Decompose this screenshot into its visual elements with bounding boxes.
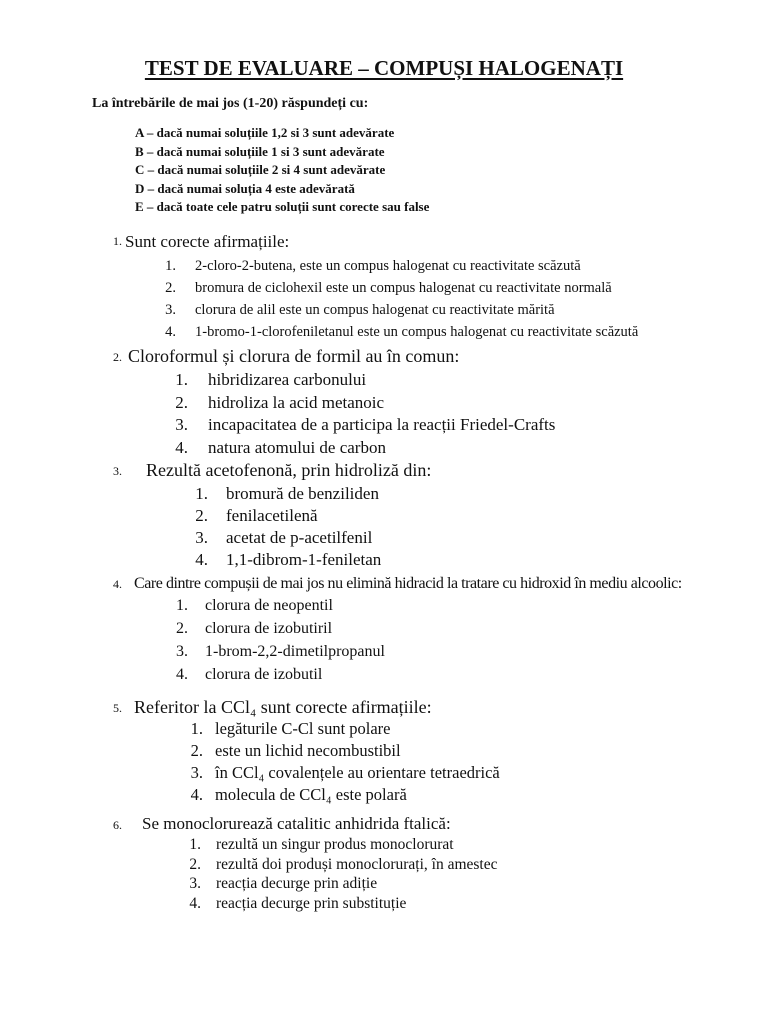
list-item: 1. legăturile C-Cl sunt polare: [190, 719, 391, 738]
question-items: [0, 719, 768, 807]
question-number: 2.: [113, 350, 122, 364]
question-number: 5.: [113, 701, 122, 715]
list-item: 2. este un lichid necombustibil: [190, 741, 401, 760]
list-item: 4. 1,1-dibrom-1-feniletan: [195, 550, 382, 569]
question-items: [0, 597, 768, 689]
list-item: 4. molecula de CCl₄ este polară: [190, 785, 407, 804]
instructions: La întrebările de mai jos (1-20) răspundeți cu:: [92, 96, 369, 111]
list-item: 2. fenilacetilenă: [195, 506, 318, 525]
list-item: 4. 1-bromo-1-clorofeniletanul este un compus halogenat cu reactivitate scăzută: [165, 324, 639, 340]
list-item: 3. în CCl₄ covalențele au orientare tetraedrică: [190, 763, 500, 782]
option-c: C – dacă numai soluțiile 2 si 4 sunt adevărate: [135, 162, 386, 177]
question-text: Sunt corecte afirmațiile:: [125, 232, 290, 251]
question-items: [0, 370, 768, 460]
answer-options: [135, 124, 429, 217]
question-text: Referitor la CCl₄ sunt corecte afirmațiile:: [134, 697, 432, 717]
question-6: [0, 814, 768, 914]
list-item: 1. rezultă un singur produs monoclorurat: [189, 836, 454, 853]
question-2: [0, 346, 768, 460]
option-e: E – dacă toate cele patru soluții sunt corecte sau false: [135, 199, 430, 214]
question-text: Cloroformul și clorura de formil au în comun:: [128, 346, 460, 366]
list-item: 4. reacția decurge prin substituție: [189, 894, 407, 912]
question-4: [0, 573, 768, 689]
question-items: [0, 836, 768, 914]
list-item: 3. 1-brom-2,2-dimetilpropanul: [176, 643, 385, 660]
list-item: 2. bromura de ciclohexil este un compus halogenat cu reactivitate normală: [165, 280, 612, 296]
list-item: 2. rezultă doi produși monoclorurați, în amestec: [189, 855, 498, 873]
question-text: Rezultă acetofenonă, prin hidroliză din:: [146, 460, 432, 480]
question-number: 3.: [113, 464, 122, 478]
question-3: [0, 460, 768, 572]
question-text: Care dintre compușii de mai jos nu elimină hidracid la tratare cu hidroxid în mediu alcoolic:: [134, 575, 682, 592]
list-item: 4. clorura de izobutil: [176, 666, 323, 683]
question-items: [0, 258, 768, 346]
page-title: TEST DE EVALUARE – COMPUȘI HALOGENAȚI: [144, 56, 624, 80]
list-item: 1. clorura de neopentil: [176, 597, 333, 614]
list-item: 2. hidroliza la acid metanoic: [175, 392, 385, 412]
list-item: 2. clorura de izobutiril: [176, 620, 333, 637]
question-number: 1.: [113, 234, 122, 248]
list-item: 3. incapacitatea de a participa la reacții Friedel-Crafts: [175, 415, 556, 434]
question-1: [0, 230, 768, 346]
list-item: 4. natura atomului de carbon: [175, 437, 386, 457]
list-item: 1. hibridizarea carbonului: [175, 370, 367, 389]
list-item: 3. clorura de alil este un compus halogenat cu reactivitate mărită: [165, 302, 555, 318]
list-item: 3. acetat de p-acetilfenil: [195, 528, 373, 547]
question-text: Se monoclorurează catalitic anhidrida ftalică:: [142, 814, 451, 833]
option-d: D – dacă numai soluția 4 este adevărată: [135, 180, 355, 196]
question-items: [0, 484, 768, 572]
list-item: 3. reacția decurge prin adiție: [189, 875, 378, 892]
list-item: 1. 2-cloro-2-butena, este un compus halogenat cu reactivitate scăzută: [165, 258, 581, 274]
option-b: B – dacă numai soluțiile 1 si 3 sunt adevărate: [135, 143, 385, 159]
question-5: [0, 697, 768, 807]
question-number: 6.: [113, 818, 122, 832]
question-number: 4.: [113, 577, 122, 591]
list-item: 1. bromură de benziliden: [195, 484, 379, 503]
option-a: A – dacă numai soluțiile 1,2 si 3 sunt adevărate: [135, 125, 395, 140]
